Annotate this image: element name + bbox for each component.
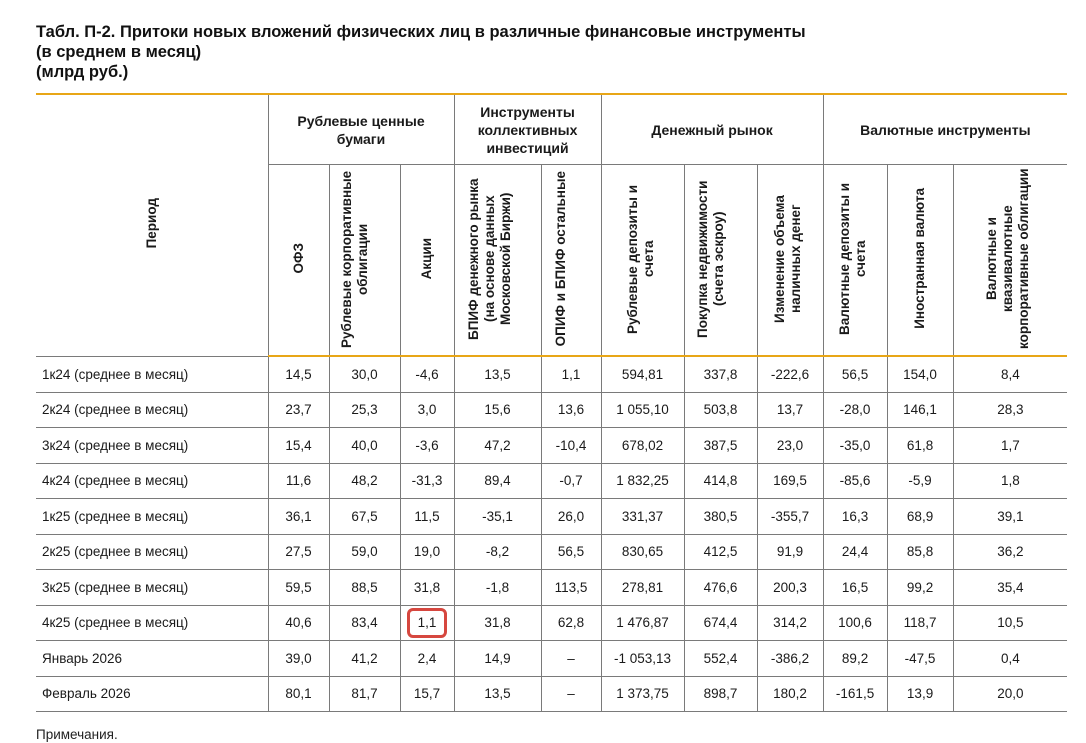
table-row [36, 676, 1067, 712]
value-cell: 678,02 [601, 428, 684, 464]
period-cell: 1к25 (среднее в месяц) [36, 499, 268, 535]
value-cell: -85,6 [823, 463, 887, 499]
value-cell: 14,9 [454, 641, 541, 677]
table-row [36, 534, 1067, 570]
value-cell: 13,6 [541, 392, 601, 428]
group-collective: Инструменты коллективных инвестиций [454, 94, 601, 165]
value-cell: 594,81 [601, 356, 684, 392]
value-cell: -1 053,13 [601, 641, 684, 677]
flows-table [36, 93, 1067, 712]
table-row [36, 605, 1067, 641]
value-cell: 113,5 [541, 570, 601, 606]
value-cell: 24,4 [823, 534, 887, 570]
value-cell: 412,5 [684, 534, 757, 570]
value-cell: 11,6 [268, 463, 329, 499]
value-cell: -28,0 [823, 392, 887, 428]
period-cell: 4к25 (среднее в месяц) [36, 605, 268, 641]
value-cell: 88,5 [329, 570, 400, 606]
value-cell: 56,5 [823, 356, 887, 392]
value-cell: 80,1 [268, 676, 329, 712]
value-cell: 81,7 [329, 676, 400, 712]
value-cell: 387,5 [684, 428, 757, 464]
value-cell: -35,1 [454, 499, 541, 535]
period-cell: Февраль 2026 [36, 676, 268, 712]
value-cell: 898,7 [684, 676, 757, 712]
value-cell: -31,3 [400, 463, 454, 499]
value-cell: 47,2 [454, 428, 541, 464]
value-cell: 200,3 [757, 570, 823, 606]
value-cell: 100,6 [823, 605, 887, 641]
value-cell: 59,5 [268, 570, 329, 606]
table-row [36, 392, 1067, 428]
highlighted-value: 1,1 [407, 608, 448, 638]
value-cell: 11,5 [400, 499, 454, 535]
table-row [36, 356, 1067, 392]
value-cell: -5,9 [887, 463, 953, 499]
period-cell: 3к25 (среднее в месяц) [36, 570, 268, 606]
value-cell: 61,8 [887, 428, 953, 464]
col-real-estate: Покупка недвижимости (счета эскроу) [684, 165, 757, 357]
value-cell: 35,4 [953, 570, 1067, 606]
value-cell: 1 832,25 [601, 463, 684, 499]
value-cell: 36,1 [268, 499, 329, 535]
value-cell: 1,1 [541, 356, 601, 392]
table-row [36, 641, 1067, 677]
value-cell: 278,81 [601, 570, 684, 606]
value-cell: 62,8 [541, 605, 601, 641]
value-cell: 16,3 [823, 499, 887, 535]
value-cell: 39,0 [268, 641, 329, 677]
group-fx: Валютные инструменты [823, 94, 1067, 165]
col-fx-cash: Иностранная валюта [887, 165, 953, 357]
value-cell: 15,6 [454, 392, 541, 428]
value-cell: 414,8 [684, 463, 757, 499]
col-ofz: ОФЗ [268, 165, 329, 357]
value-cell: 1,8 [953, 463, 1067, 499]
value-cell: 169,5 [757, 463, 823, 499]
value-cell: 15,7 [400, 676, 454, 712]
period-cell: 4к24 (среднее в месяц) [36, 463, 268, 499]
value-cell: -47,5 [887, 641, 953, 677]
value-cell: 68,9 [887, 499, 953, 535]
value-cell: 20,0 [953, 676, 1067, 712]
col-bpif-mm: БПИФ денежного рынка (на основе данных Московской Биржи) [454, 165, 541, 357]
value-cell: 99,2 [887, 570, 953, 606]
col-rub-deposits: Рублевые депозиты и счета [601, 165, 684, 357]
value-cell: 26,0 [541, 499, 601, 535]
value-cell: – [541, 676, 601, 712]
value-cell: -3,6 [400, 428, 454, 464]
value-cell: 1,7 [953, 428, 1067, 464]
value-cell: 13,5 [454, 676, 541, 712]
value-cell: 10,5 [953, 605, 1067, 641]
value-cell: 36,2 [953, 534, 1067, 570]
period-cell: 2к24 (среднее в месяц) [36, 392, 268, 428]
value-cell: 2,4 [400, 641, 454, 677]
value-cell: 118,7 [887, 605, 953, 641]
value-cell: 337,8 [684, 356, 757, 392]
value-cell: 30,0 [329, 356, 400, 392]
value-cell: 13,5 [454, 356, 541, 392]
value-cell: 25,3 [329, 392, 400, 428]
value-cell: 56,5 [541, 534, 601, 570]
value-cell: 314,2 [757, 605, 823, 641]
value-cell: 31,8 [400, 570, 454, 606]
value-cell: 23,7 [268, 392, 329, 428]
value-cell: -4,6 [400, 356, 454, 392]
value-cell: 476,6 [684, 570, 757, 606]
value-cell: 1 373,75 [601, 676, 684, 712]
value-cell: -355,7 [757, 499, 823, 535]
period-cell: Январь 2026 [36, 641, 268, 677]
period-cell: 1к24 (среднее в месяц) [36, 356, 268, 392]
value-cell: 27,5 [268, 534, 329, 570]
value-cell: -35,0 [823, 428, 887, 464]
value-cell: 16,5 [823, 570, 887, 606]
value-cell: 503,8 [684, 392, 757, 428]
period-cell: 3к24 (среднее в месяц) [36, 428, 268, 464]
value-cell: 59,0 [329, 534, 400, 570]
value-cell: 85,8 [887, 534, 953, 570]
value-cell: -222,6 [757, 356, 823, 392]
value-cell: 331,37 [601, 499, 684, 535]
value-cell: 19,0 [400, 534, 454, 570]
value-cell: 13,7 [757, 392, 823, 428]
value-cell: 13,9 [887, 676, 953, 712]
value-cell: 67,5 [329, 499, 400, 535]
value-cell: 83,4 [329, 605, 400, 641]
value-cell: 380,5 [684, 499, 757, 535]
header-period-label: Период [143, 198, 159, 249]
value-cell: 14,5 [268, 356, 329, 392]
value-cell: 8,4 [953, 356, 1067, 392]
col-shares: Акции [400, 165, 454, 357]
title-line-1: Табл. П-2. Притоки новых вложений физических лиц в различные финансовые инструменты [36, 23, 806, 41]
col-opif: ОПИФ и БПИФ остальные [541, 165, 601, 357]
value-cell: 91,9 [757, 534, 823, 570]
table-title [36, 22, 1066, 82]
table-row [36, 428, 1067, 464]
value-cell [400, 605, 454, 641]
col-fx-deposits: Валютные депозиты и счета [823, 165, 887, 357]
value-cell: -8,2 [454, 534, 541, 570]
table-body [36, 356, 1067, 712]
value-cell: -0,7 [541, 463, 601, 499]
value-cell: 830,65 [601, 534, 684, 570]
value-cell: 89,2 [823, 641, 887, 677]
table-row [36, 499, 1067, 535]
value-cell: 552,4 [684, 641, 757, 677]
title-line-2: (в среднем в месяц) [36, 43, 202, 61]
notes-label: Примечания. [36, 727, 118, 742]
value-cell: 0,4 [953, 641, 1067, 677]
value-cell: – [541, 641, 601, 677]
value-cell: 40,6 [268, 605, 329, 641]
period-cell: 2к25 (среднее в месяц) [36, 534, 268, 570]
value-cell: 1 055,10 [601, 392, 684, 428]
table-row [36, 463, 1067, 499]
value-cell: 180,2 [757, 676, 823, 712]
value-cell: 31,8 [454, 605, 541, 641]
value-cell: 154,0 [887, 356, 953, 392]
value-cell: 23,0 [757, 428, 823, 464]
value-cell: 146,1 [887, 392, 953, 428]
value-cell: 48,2 [329, 463, 400, 499]
value-cell: 89,4 [454, 463, 541, 499]
col-corp-bonds: Рублевые корпоративные облигации [329, 165, 400, 357]
value-cell: 15,4 [268, 428, 329, 464]
value-cell: 39,1 [953, 499, 1067, 535]
value-cell: 1 476,87 [601, 605, 684, 641]
value-cell: -1,8 [454, 570, 541, 606]
value-cell: -161,5 [823, 676, 887, 712]
table-row [36, 570, 1067, 606]
col-cash: Изменение объема наличных денег [757, 165, 823, 357]
value-cell: -386,2 [757, 641, 823, 677]
value-cell: 28,3 [953, 392, 1067, 428]
value-cell: 40,0 [329, 428, 400, 464]
value-cell: 3,0 [400, 392, 454, 428]
col-fx-bonds: Валютные и квазивалютные корпоративные облигации [953, 165, 1067, 357]
title-line-3: (млрд руб.) [36, 63, 129, 81]
value-cell: -10,4 [541, 428, 601, 464]
group-money-market: Денежный рынок [601, 94, 823, 165]
value-cell: 674,4 [684, 605, 757, 641]
header-period [36, 94, 268, 356]
group-ruble-securities: Рублевые ценные бумаги [268, 94, 454, 165]
value-cell: 41,2 [329, 641, 400, 677]
